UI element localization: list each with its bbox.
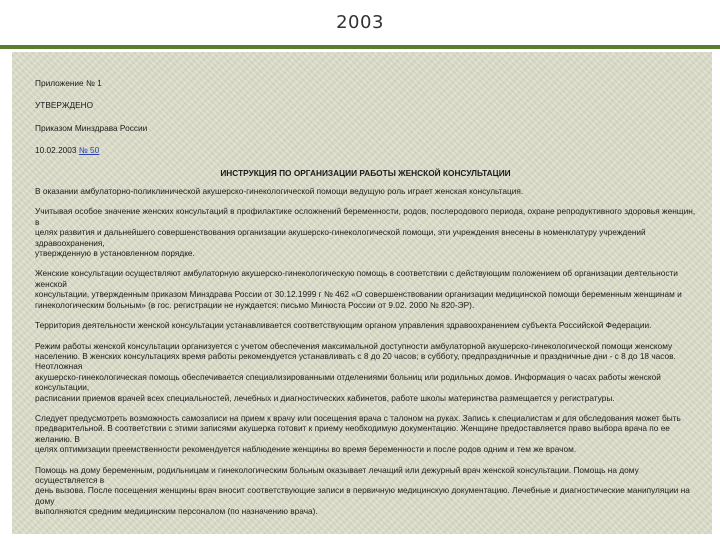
paragraph-line: Режим работы женской консультации организуется с учетом обеспечения максимальной доступности амбулаторной акушерско-гинекологической помощи женскому (35, 340, 673, 351)
paragraph (35, 268, 696, 310)
approved-label: УТВЕРЖДЕНО (35, 100, 94, 111)
paragraph-line: расписании приемов врачей всех специальностей, лечебных и диагностических кабинетов, работе школы материнства размещается у регистратуры. (35, 392, 615, 403)
order-number-link[interactable]: № 50 (78, 145, 100, 156)
paragraph (35, 206, 696, 258)
paragraph-line: консультации, утвержденным приказом Минздрава России от 30.12.1999 г № 462 «О совершенствовании организации медицинской помощи беременным женщинам и (35, 289, 682, 300)
paragraph (35, 341, 696, 403)
paragraph-line: выполняются средним медицинским персоналом (по назначению врача). (35, 506, 318, 517)
title-divider (0, 45, 720, 49)
document-body (35, 186, 696, 517)
document-heading: ИНСТРУКЦИЯ ПО ОРГАНИЗАЦИИ РАБОТЫ ЖЕНСКОЙ КОНСУЛЬТАЦИИ (220, 167, 511, 178)
paragraph-line: Учитывая особое значение женских консультаций в профилактике осложнений беременности, родов, послеродового периода, охране репродуктивного здоровья женщин, в (35, 206, 696, 227)
paragraph-line: предварительной. В соответствии с этими записями акушерка готовит к приему необходимую документацию. Женщине предоставляется право выбора врача по ее желанию. В (35, 423, 670, 444)
paragraph-line: акушерско-гинекологическая помощь обеспечивается специализированными отделениями больниц или родильных домов. Информация о часах работы женской консультации, (35, 371, 661, 393)
document-panel (12, 52, 712, 534)
slide-title: 2003 (336, 12, 384, 33)
paragraph-line: Следует предусмотреть возможность самозаписи на прием к врачу или посещения врача с талоном на руках. Запись к специалистам и для обследования может быть (35, 412, 681, 423)
paragraph-line: утвержденную в установленном порядке. (35, 248, 195, 259)
paragraph-line: целях развития и дальнейшего совершенствования организации акушерско-гинекологической помощи, эти учреждения внесены в номенклатуру учреждений здравоохранения, (35, 227, 646, 248)
order-label: Приказом Минздрава России (35, 122, 148, 133)
paragraph-line: Женские консультации осуществляют амбулаторную акушерско-гинекологическую помощь в соответствии с действующим положением об организации деятельности женской (35, 268, 678, 289)
paragraph (35, 465, 696, 517)
paragraph-line: Помощь на дому беременным, родильницам и гинекологическим больным оказывает лечащий или дежурный врач женской консультации. Помощь на дому осуществляется в (35, 464, 639, 485)
order-date-line (35, 145, 696, 155)
paragraph-line: гинекологическим больным» (в гос. регистрации не нуждается: письмо Минюста России от 9.02. 2000 № 820-ЭР). (35, 299, 475, 310)
paragraph-line: Территория деятельности женской консультации устанавливается соответствующим органом управления здравоохранением субъекта Российской Федерации. (35, 320, 652, 331)
appendix-label: Приложение № 1 (35, 78, 102, 88)
order-date: 10.02.2003 (35, 145, 77, 156)
paragraph-line: В оказании амбулаторно-поликлинической акушерско-гинекологической помощи ведущую роль играет женская консультация. (35, 186, 524, 197)
paragraph (35, 320, 696, 330)
paragraph (35, 186, 696, 196)
paragraph-line: день вызова. После посещения женщины врач вносит соответствующие записи в первичную медицинскую документацию. Лечебные и диагностические манипуляции на дому (35, 485, 690, 506)
paragraph-line: целях оптимизации преемственности рекомендуется наблюдение женщины во время беременности и после родов одним и тем же врачом. (35, 444, 577, 455)
paragraph-line: населению. В женских консультациях время работы рекомендуется устанавливать с 8 до 20 часов; в субботу, предпраздничные и праздничные дни - с 8 до 18 часов. Неотложная (35, 350, 676, 372)
paragraph (35, 413, 696, 455)
